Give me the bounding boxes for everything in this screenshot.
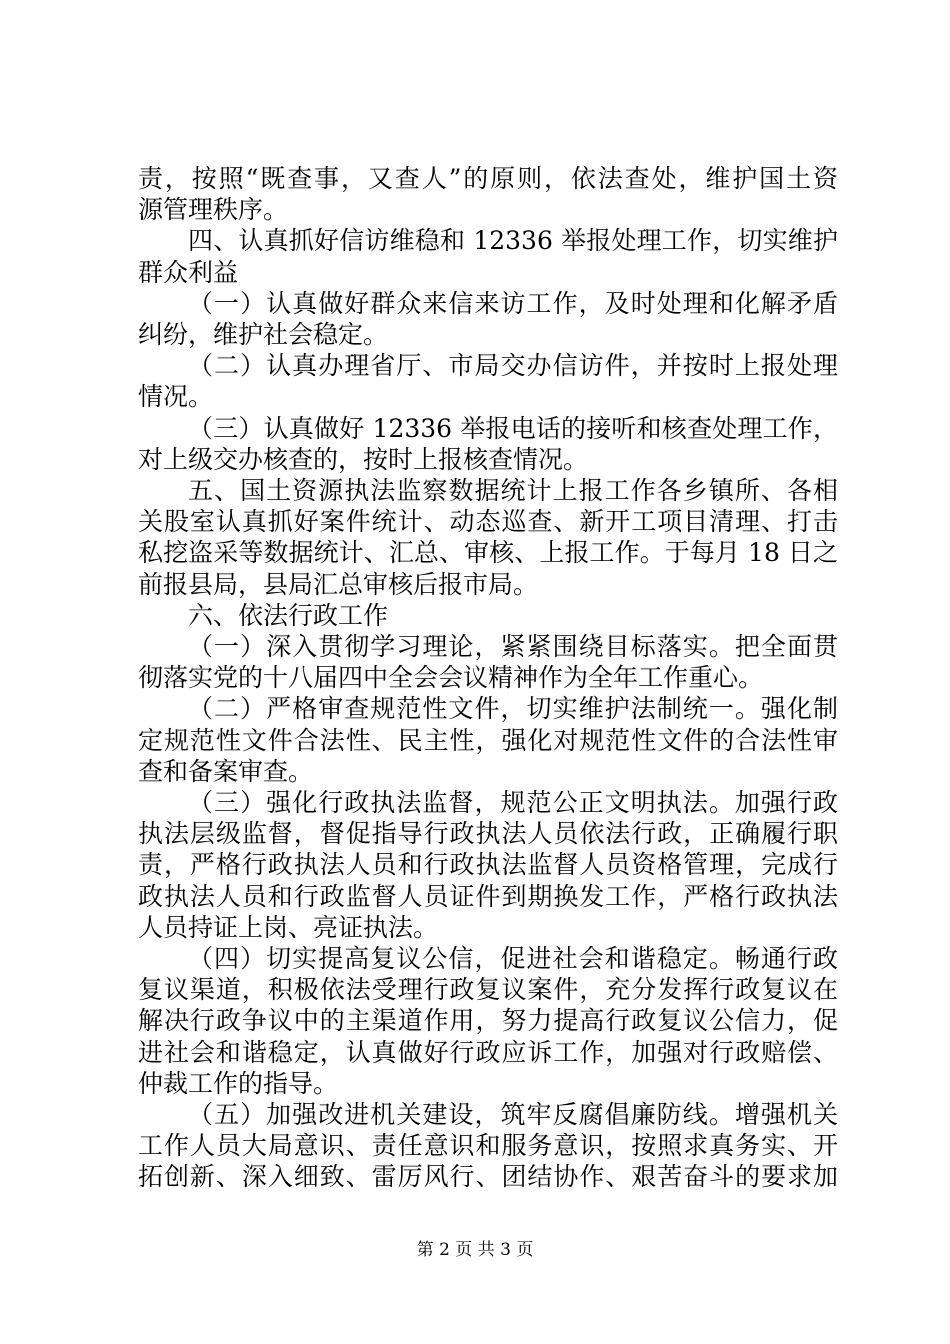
paragraph-line: 对上级交办核查的，按时上报核查情况。 (138, 445, 589, 474)
paragraph-line: 工作人员大局意识、责任意识和服务意识，按照求真务实、开 (138, 1131, 838, 1160)
paragraph-line: 仲裁工作的指导。 (138, 1069, 339, 1098)
section-heading-line: 四、认真抓好信访维稳和 12336 举报处理工作，切实维护 (188, 226, 838, 255)
paragraph-line: 人员持证上岗、亮证执法。 (138, 913, 439, 942)
page-number: 第 2 页 共 3 页 (416, 1240, 534, 1260)
paragraph-line: 彻落实党的十八届四中全会会议精神作为全年工作重心。 (138, 663, 764, 692)
section-heading-line: 群众利益 (138, 258, 239, 287)
paragraph-line: 前报县局，县局汇总审核后报市局。 (138, 570, 539, 599)
paragraph-line: 解决行政争议中的主渠道作用，努力提高行政复议公信力，促 (138, 1006, 838, 1035)
paragraph-line: （三）强化行政执法监督，规范公正文明执法。加强行政 (188, 788, 838, 817)
paragraph-line: 拓创新、深入细致、雷厉风行、团结协作、艰苦奋斗的要求加 (138, 1162, 838, 1191)
paragraph-line: 进社会和谐稳定，认真做好行政应诉工作，加强对行政赔偿、 (138, 1038, 838, 1067)
paragraph-line: 源管理秩序。 (138, 195, 289, 224)
paragraph-line: （一）深入贯彻学习理论，紧紧围绕目标落实。把全面贯 (188, 632, 838, 661)
paragraph-line: （一）认真做好群众来信来访工作，及时处理和化解矛盾 (188, 289, 838, 318)
paragraph-line: 情况。 (138, 382, 214, 411)
paragraph-line: （三）认真做好 12336 举报电话的接听和核查处理工作， (188, 414, 838, 443)
paragraph-line: 复议渠道，积极依法受理行政复议案件，充分发挥行政复议在 (138, 975, 838, 1004)
paragraph-line: 执法层级监督，督促指导行政执法人员依法行政，正确履行职 (138, 819, 838, 848)
section-heading: 六、依法行政工作 (188, 601, 389, 630)
section-heading-line: 五、国土资源执法监察数据统计上报工作各乡镇所、各相 (188, 476, 838, 505)
paragraph-line: 政执法人员和行政监督人员证件到期换发工作，严格行政执法 (138, 882, 838, 911)
paragraph-line: 定规范性文件合法性、民主性，强化对规范性文件的合法性审 (138, 726, 838, 755)
paragraph-line: 查和备案审查。 (138, 757, 314, 786)
paragraph-line: （二）认真办理省厅、市局交办信访件，并按时上报处理 (188, 351, 838, 380)
paragraph-line: 责，严格行政执法人员和行政执法监督人员资格管理，完成行 (138, 850, 838, 879)
paragraph-line: 私挖盗采等数据统计、汇总、审核、上报工作。于每月 18 日之 (138, 538, 838, 567)
paragraph-line: （四）切实提高复议公信，促进社会和谐稳定。畅通行政 (188, 944, 838, 973)
paragraph-line: 关股室认真抓好案件统计、动态巡查、新开工项目清理、打击 (138, 507, 838, 536)
paragraph-line: （二）严格审查规范性文件，切实维护法制统一。强化制 (188, 694, 838, 723)
paragraph-line: 纠纷，维护社会稳定。 (138, 320, 389, 349)
paragraph-line: （五）加强改进机关建设，筑牢反腐倡廉防线。增强机关 (188, 1100, 838, 1129)
paragraph-line: 责，按照“既查事，又查人”的原则，依法查处，维护国土资 (138, 164, 838, 193)
